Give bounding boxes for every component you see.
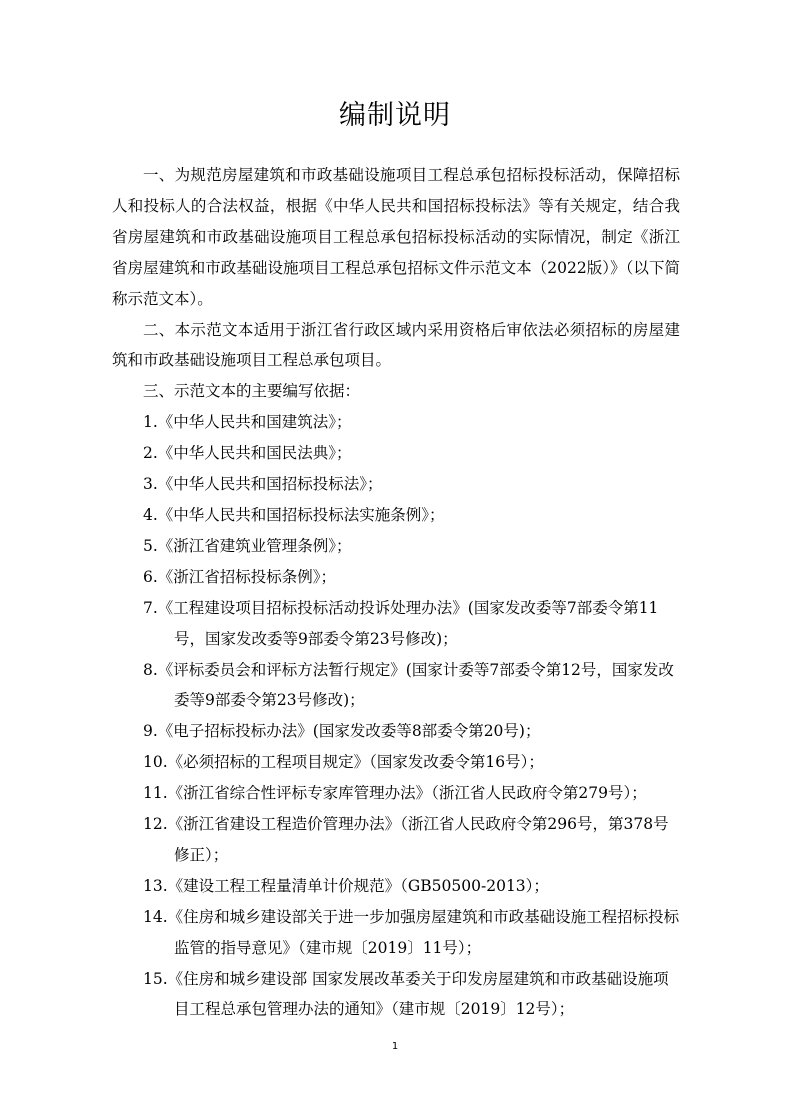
- list-item: 10.《必须招标的工程项目规定》（国家发改委令第16号）；: [143, 753, 544, 772]
- list-item: 11.《浙江省综合性评标专家库管理办法》（浙江省人民政府令第279号）；: [143, 784, 647, 803]
- list-item: 6.《浙江省招标投标条例》；: [143, 567, 337, 586]
- list-item: 1.《中华人民共和国建筑法》；: [143, 413, 352, 432]
- list-item: 13.《建设工程工程量清单计价规范》（GB50500-2013）；: [143, 876, 549, 895]
- list-item: 9.《电子招标投标办法》(国家发改委等8部委令第20号)；: [143, 722, 541, 741]
- list-item: 2.《中华人民共和国民法典》；: [143, 444, 352, 463]
- list-item: 7.《工程建设项目招标投标活动投诉处理办法》(国家发改委等7部委令第11号，国家发改委等9部委令第23号修改)；: [143, 598, 659, 648]
- page-title: 编制说明: [339, 100, 451, 131]
- list-item: 4.《中华人民共和国招标投标法实施条例》；: [143, 505, 445, 524]
- list-item: 12.《浙江省建设工程造价管理办法》（浙江省人民政府令第296号，第378号修正）；: [143, 815, 669, 864]
- document-body: [112, 160, 680, 1025]
- list-item: 3.《中华人民共和国招标投标法》；: [143, 475, 383, 494]
- page-number: 1: [391, 1041, 399, 1052]
- list-item: 15.《住房和城乡建设部 国家发展改革委关于印发房屋建筑和市政基础设施项目工程总承包管理办法的通知》（建市规〔2019〕12号）；: [143, 969, 669, 1019]
- list-item: 5.《浙江省建筑业管理条例》；: [143, 536, 352, 555]
- basis-list: [112, 407, 680, 1025]
- list-item: 14.《住房和城乡建设部关于进一步加强房屋建筑和市政基础设施工程招标投标监管的指导意见》（建市规〔2019〕11号）；: [143, 907, 680, 957]
- list-item: 8.《评标委员会和评标方法暂行规定》(国家计委等7部委令第12号，国家发改委等9部委令第23号修改)；: [143, 660, 674, 710]
- paragraph-purpose: 一、为规范房屋建筑和市政基础设施项目工程总承包招标投标活动，保障招标人和投标人的合法权益，根据《中华人民共和国招标投标法》等有关规定，结合我省房屋建筑和市政基础设施项目工程总承包招标投标活动的实际情况，制定《浙江省房屋建筑和市政基础设施项目工程总承包招标文件示范文本（2022版）》（以下简称示范文本）。: [112, 166, 680, 308]
- paragraph-scope: 二、本示范文本适用于浙江省行政区域内采用资格后审依法必须招标的房屋建筑和市政基础设施项目工程总承包项目。: [112, 320, 680, 370]
- paragraph-basis-heading: 三、示范文本的主要编写依据：: [143, 382, 361, 401]
